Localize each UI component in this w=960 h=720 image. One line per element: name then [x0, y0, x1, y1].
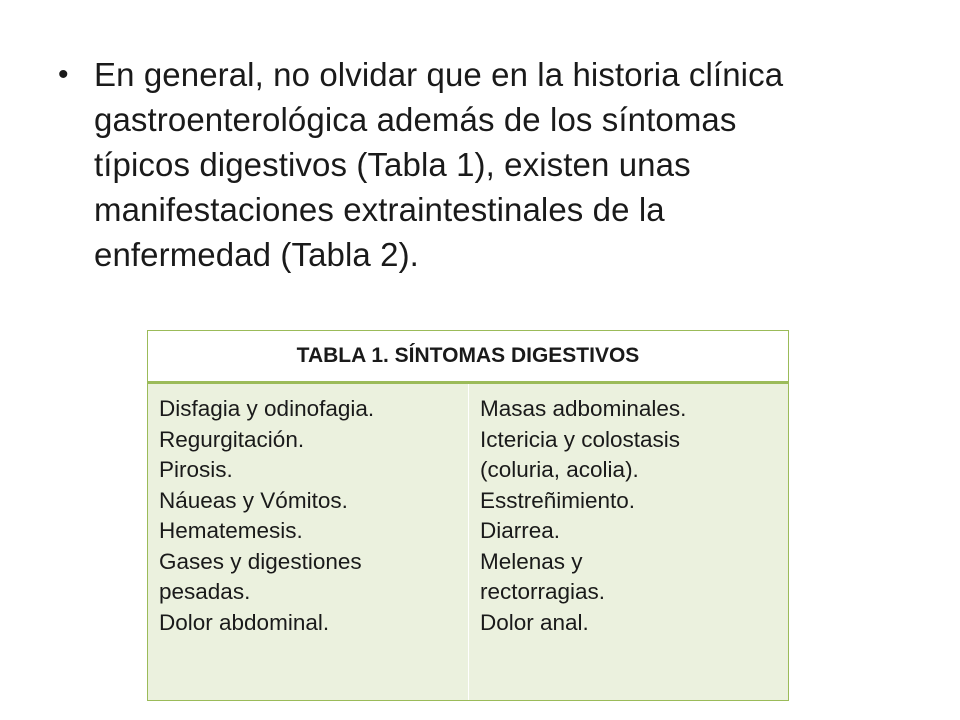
- table-cell-line: (coluria, acolia).: [480, 457, 639, 482]
- table-cell-line: Melenas y: [480, 548, 583, 574]
- table-cell-line: Dolor anal.: [480, 609, 589, 635]
- table-cell-line: Náueas y Vómitos.: [159, 487, 348, 513]
- table-column-right: [468, 384, 788, 700]
- symptoms-table: [147, 330, 789, 701]
- table-cell-line: pesadas.: [159, 579, 251, 604]
- table-cell-line: Disfagia y odinofagia.: [159, 396, 375, 421]
- table-cell-line: Pirosis.: [159, 457, 233, 482]
- bullet-text: [94, 52, 783, 277]
- table-cell-line: Gases y digestiones: [159, 548, 362, 574]
- bullet-point: [58, 52, 918, 277]
- bullet-line: gastroenterológica además de los síntomas: [94, 101, 737, 138]
- table-header: TABLA 1. SÍNTOMAS DIGESTIVOS: [148, 331, 788, 384]
- table-cell-line: Masas adbominales.: [480, 396, 687, 421]
- table-cell-line: rectorragias.: [480, 579, 606, 604]
- table-cell-line: Dolor abdominal.: [159, 609, 330, 635]
- table-cell-line: Ictericia y colostasis: [480, 426, 681, 452]
- bullet-line: En general, no olvidar que en la historia clínica: [94, 56, 784, 93]
- table-column-left: [148, 384, 468, 700]
- table-cell-line: Hematemesis.: [159, 518, 303, 543]
- bullet-line: típicos digestivos (Tabla 1), existen unas: [94, 146, 691, 183]
- table-cell-line: Esstreñimiento.: [480, 487, 636, 513]
- bullet-line: enfermedad (Tabla 2).: [94, 236, 419, 273]
- table-cell-line: Diarrea.: [480, 518, 561, 543]
- bullet-icon: •: [58, 58, 69, 91]
- table-cell-line: Regurgitación.: [159, 426, 305, 452]
- table-body: [148, 384, 788, 700]
- bullet-line: manifestaciones extraintestinales de la: [94, 191, 665, 228]
